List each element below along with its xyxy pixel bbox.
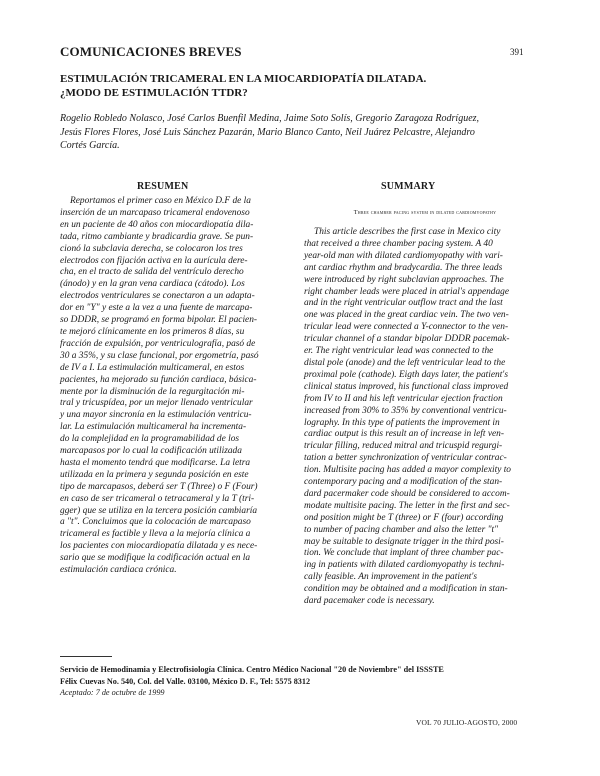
paragraph-line: tion. Multisite pacing has added a mayor complexity to: [304, 465, 511, 476]
paragraph-line: tion. We conclude that implant of three chamber pac-: [304, 548, 504, 559]
paragraph-line: to number of pacing chamber and also the letter "t": [304, 524, 499, 535]
paragraph-line: dor en "Y" y este a la vez a una fuente de marcapa-: [60, 303, 253, 314]
paragraph-line: cardiac output is this result an of increase in left ven-: [304, 429, 504, 440]
paragraph-line: lar. La estimulación multicameral ha incrementa-: [60, 422, 247, 433]
paragraph-line: dard pacemaker code is necessary.: [304, 596, 435, 607]
paragraph-line: tricular lead were connected a Y-connector to the ven-: [304, 322, 509, 333]
paragraph-line: tipo de marcapasos, deberá ser T (Three) o F (Four): [60, 481, 258, 492]
paragraph-line: do la complejidad en la programabilidad de los: [60, 434, 240, 445]
summary-heading: SUMMARY: [381, 181, 436, 192]
section-title: COMUNICACIONES BREVES: [60, 44, 242, 59]
paragraph-line: electrodos con fijación activa en la aurícula dere-: [60, 255, 248, 266]
paragraph-line: los pacientes con miocardiopatía dilatada y es nece-: [60, 541, 258, 552]
authors-line: Jesús Flores Flores, José Luis Sánchez Pazarán, Mario Blanco Canto, Neil Juárez Pelcastre, Alejandro: [60, 126, 475, 138]
paragraph-line: de IV a I. La estimulación multicameral, en estos: [60, 362, 245, 373]
article-title-line: ¿MODO DE ESTIMULACIÓN TTDR?: [60, 87, 248, 99]
paragraph-line: and in the right ventricular outflow tract and the last: [304, 298, 503, 309]
paragraph-line: marcapasos por lo cual la codificación utilizada: [60, 446, 242, 457]
paragraph-line: distal pole (anode) and the left ventricular lead to the: [304, 357, 506, 368]
authors-line: Cortés García.: [60, 140, 120, 151]
paragraph-line: fracción de expulsión, por ventriculografía, pasó de: [60, 338, 256, 349]
paragraph-line: te mejoró clínicamente en los primeros 8 días, su: [60, 326, 245, 337]
paragraph-line: estimulación cardiaca crónica.: [60, 565, 177, 576]
paragraph-line: tricameral es factible y lleva a la mejoría clínica a: [60, 529, 251, 540]
paragraph-line: mente por la disminución de la regurgitación mi-: [60, 386, 245, 397]
paragraph-line: electrodos ventriculares se conectaron a un adapta-: [60, 291, 255, 302]
paragraph-line: utilizada en la primera y segunda posición en este: [60, 469, 249, 480]
resumen-body: [60, 196, 280, 577]
paragraph-line: inserción de un marcapaso tricameral endovenoso: [60, 207, 250, 218]
paragraph-line: 30 a 35%, y su clase funcional, por ergometría, pasó: [60, 350, 259, 361]
summary-english-title: Three chamber pacing system in dilated cardiomyopathy: [353, 209, 497, 216]
paragraph-line: a "t". Concluimos que la colocación de marcapaso: [60, 517, 251, 528]
paragraph-line: one was placed in the great cardiac vein. The two ven-: [304, 310, 509, 321]
paragraph-line: ant cardiac rhythm and bradycardia. The three leads: [304, 262, 503, 273]
paragraph-line: year-old man with dilated cardiomyopathy with vari-: [304, 250, 503, 261]
paragraph-line: contemporary pacing and a modification of the stan-: [304, 477, 503, 488]
paragraph-line: y una mayor sincronía en la estimulación ventricu-: [60, 410, 252, 421]
paragraph-line: cha, en el tracto de salida del ventrículo derecho: [60, 267, 244, 278]
paragraph-line: hasta el momento tendrá que modificarse. La letra: [60, 457, 251, 468]
affiliation: [60, 664, 530, 687]
paragraph-line: This article describes the first case in Mexico city: [314, 227, 501, 237]
affiliation-line: Félix Cuevas No. 540, Col. del Valle. 03100, México D. F., Tel: 5575 8312: [60, 676, 311, 686]
paragraph-line: sario que se modifique la codificación actual en la: [60, 553, 251, 564]
paragraph-line: proximal pole (cathode). Eigth days later, the patient's: [304, 369, 508, 380]
paragraph-line: tada, ritmo cambiante y bradicardia grave. Se pun-: [60, 231, 254, 242]
paragraph-line: gger) que se utiliza en la tercera posición cambiaría: [60, 505, 258, 516]
authors: [60, 112, 520, 153]
paragraph-line: cally feasible. An improvement in the patient's: [304, 572, 478, 583]
affiliation-line: Servicio de Hemodinamia y Electrofisiología Clínica. Centro Médico Nacional "20 de Noviembre" del ISSSTE: [60, 665, 444, 674]
paragraph-line: tation a better synchronization of ventricular contrac-: [304, 453, 507, 464]
paragraph-line: that received a three chamber pacing system. A 40: [304, 238, 493, 249]
accepted-date: Aceptado: 7 de octubre de 1999: [60, 688, 165, 697]
footnote-divider: [60, 656, 112, 657]
paragraph-line: Reportamos el primer caso en México D.F de la: [70, 196, 251, 206]
paragraph-line: cionó la subclavia derecha, se colocaron los tres: [60, 243, 243, 254]
summary-body: [304, 227, 524, 608]
paragraph-line: clinical status improved, his functional class improved: [304, 381, 509, 392]
paragraph-line: lography. In this type of patients the improvement in: [304, 417, 500, 428]
paragraph-line: right chamber leads were placed in atrial's appendage: [304, 286, 510, 297]
paragraph-line: were introduced by right subclavian approaches. The: [304, 274, 504, 285]
paragraph-line: tral y tricuspídea, por un mejor llenado ventricular: [60, 398, 253, 409]
paragraph-line: tricular channel of a standar bipolar DDDR pacemak-: [304, 334, 510, 345]
paragraph-line: en caso de ser tricameral o tetracameral y la T (tri-: [60, 493, 255, 504]
paragraph-line: condition may be obtained and a modification in stan-: [304, 584, 508, 595]
paragraph-line: tricular filling, reduced mitral and tricuspid regurgi-: [304, 441, 503, 452]
paragraph-line: pacientes, ha mejorado su función cardiaca, básica-: [60, 374, 257, 385]
footer-volume: VOL 70 JULIO-AGOSTO, 2000: [416, 718, 518, 727]
article-title-line: ESTIMULACIÓN TRICAMERAL EN LA MIOCARDIOPATÍA DILATADA.: [60, 73, 427, 85]
authors-line: Rogelio Robledo Nolasco, José Carlos Buenfil Medina, Jaime Soto Solís, Gregorio Zaragoza Rodríguez,: [60, 113, 480, 124]
paragraph-line: er. The right ventricular lead was connected to the: [304, 346, 494, 357]
paragraph-line: modate multisite pacing. The letter in the first and sec-: [304, 500, 510, 511]
paragraph-line: increased from 30% to 35% by conventional ventricu-: [304, 405, 507, 416]
paragraph-line: ing in patients with dilated cardiomyopathy is techni-: [304, 560, 505, 571]
paragraph-line: may be suitable to designate trigger in the third posi-: [304, 536, 504, 547]
paragraph-line: from IV to II and his left ventricular ejection fraction: [304, 393, 503, 404]
paragraph-line: dard pacermaker code should be considered to accom-: [304, 488, 510, 499]
page-number: 391: [510, 47, 524, 57]
resumen-heading: RESUMEN: [137, 181, 189, 192]
paragraph-line: en un paciente de 40 años con miocardiopatía dila-: [60, 219, 254, 230]
article-title: [60, 72, 520, 100]
paragraph-line: so DDDR, se programó en forma bipolar. El pacien-: [60, 315, 258, 326]
paragraph-line: ond position might be T (three) or F (four) according: [304, 512, 504, 523]
paragraph-line: (ánodo) y en la gran vena cardiaca (cátodo). Los: [60, 279, 245, 290]
